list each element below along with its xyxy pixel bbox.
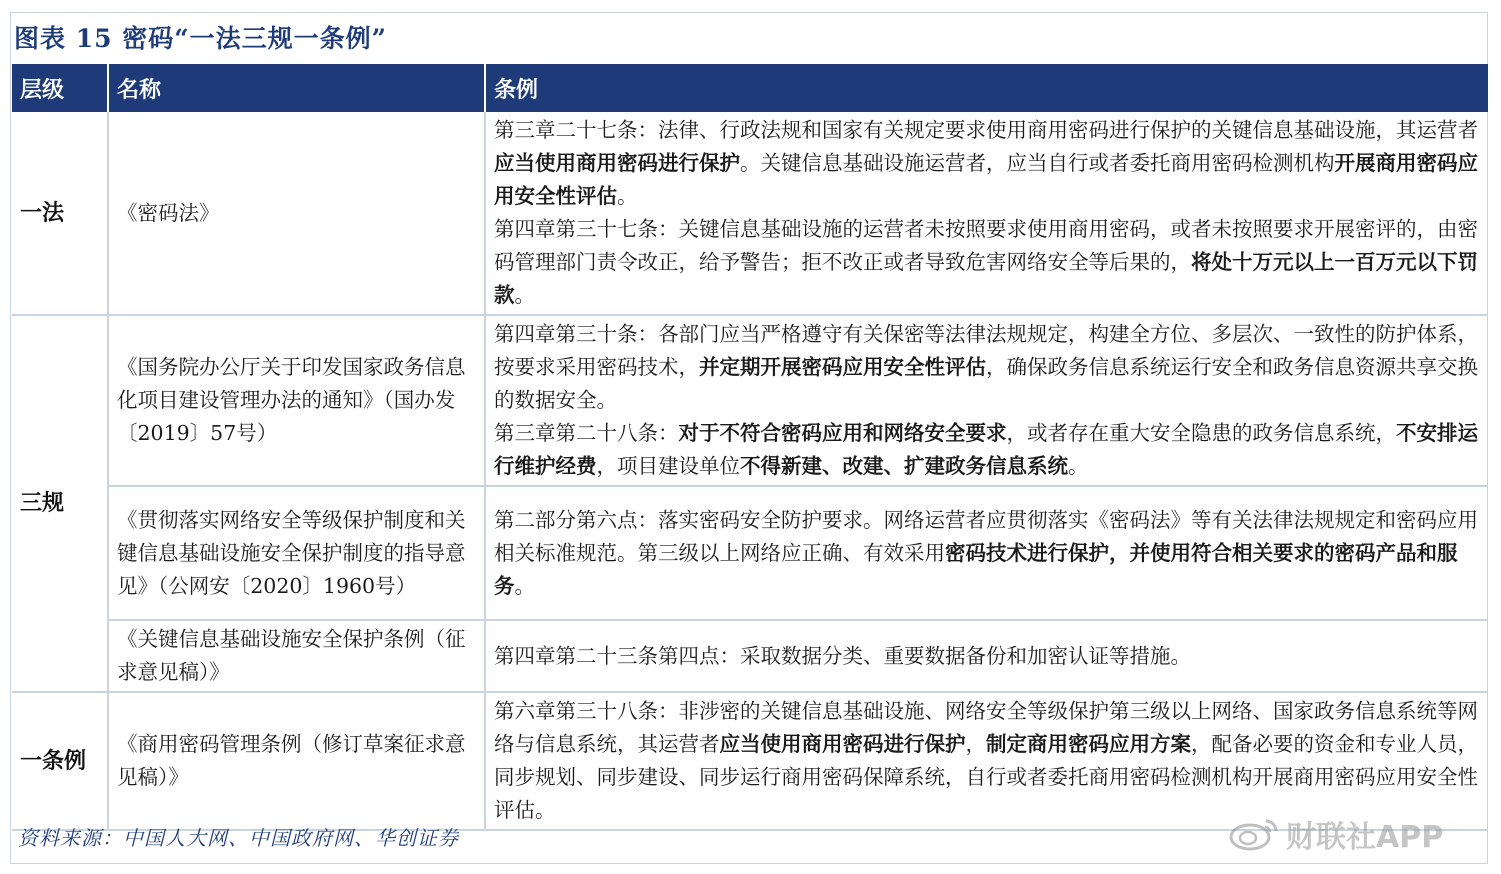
regulation-table <box>12 64 1488 831</box>
article-text: 第四章第二十三条第四点：采取数据分类、重要数据备份和加密认证等措施。 <box>494 643 1191 668</box>
articles-cell-law <box>485 112 1488 315</box>
level-cell-rules: 三规 <box>12 315 108 692</box>
watermark-text: 财联社APP <box>1286 820 1444 855</box>
article-paragraph <box>494 318 1480 417</box>
source-note: 资料来源：中国人大网、中国政府网、华创证券 <box>18 826 459 850</box>
article-emphasis: 将处十万元以上一百万元以下罚款 <box>494 250 1478 307</box>
name-cell-regulation: 《商用密码管理条例（修订草案征求意见稿）》 <box>108 692 485 830</box>
header-name: 名称 <box>108 64 485 112</box>
article-text: ，配备必要的资金和专业人员，同步规划、同步建设、同步运行商用密码保障系统，自行或者委托商用密码检测机构开展商用密码应用安全性评估。 <box>494 732 1478 822</box>
table-row-law <box>12 112 1488 315</box>
article-emphasis: 并定期开展密码应用安全性评估 <box>699 355 986 379</box>
article-text: 第三章二十七条：法律、行政法规和国家有关规定要求使用商用密码进行保护的关键信息基础设施，其运营者 <box>494 118 1478 142</box>
article-text: 第四章第三十七条：关键信息基础设施的运营者未按照要求使用商用密码，或者未按照要求开展密评的，由密码管理部门责令改正，给予警告；拒不改正或者导致危害网络安全等后果的， <box>494 217 1478 274</box>
articles-cell-rule3 <box>485 620 1488 692</box>
article-text: 第四章第三十条：各部门应当严格遵守有关保密等法律法规规定，构建全方位、多层次、一致性的防护体系，按要求采用密码技术， <box>494 322 1478 379</box>
article-text: 。关键信息基础设施运营者，应当自行或者委托商用密码检测机构 <box>740 151 1335 175</box>
name-cell-rule3: 《关键信息基础设施安全保护条例（征求意见稿）》 <box>108 620 485 692</box>
table-row-rule1 <box>12 315 1488 486</box>
header-level: 层级 <box>12 64 108 112</box>
article-emphasis: 应当使用商用密码进行保护 <box>719 732 966 756</box>
article-text: ，项目建设单位 <box>596 454 740 478</box>
level-cell-regulation: 一条例 <box>12 692 108 830</box>
article-paragraph <box>494 504 1480 603</box>
articles-cell-regulation <box>485 692 1488 830</box>
article-emphasis: 密码技术进行保护，并使用符合相关要求的密码产品和服务 <box>494 540 1458 598</box>
articles-cell-rule2 <box>485 486 1488 620</box>
figure-title: 图表 15 密码“一法三规一条例” <box>14 24 387 53</box>
table-row-rule2 <box>12 486 1488 620</box>
article-paragraph <box>494 213 1480 312</box>
name-cell-law: 《密码法》 <box>108 112 485 315</box>
article-emphasis: 应当使用商用密码进行保护 <box>494 151 740 175</box>
level-cell-law: 一法 <box>12 112 108 315</box>
table-header-row <box>12 64 1488 112</box>
article-text: 。 <box>514 283 535 307</box>
article-text: 第六章第三十八条：非涉密的关键信息基础设施、网络安全等级保护第三级以上网络、国家政务信息系统等网络与信息系统，其运营者 <box>494 699 1478 756</box>
article-emphasis: 不得新建、改建、扩建政务信息系统 <box>740 454 1068 478</box>
article-paragraph <box>494 640 1480 673</box>
article-text: 第三章第二十八条： <box>494 421 679 445</box>
article-emphasis: 开展商用密码应用安全性评估 <box>494 151 1478 208</box>
header-articles: 条例 <box>485 64 1488 112</box>
article-emphasis: 对于不符合密码应用和网络安全要求 <box>678 421 1007 445</box>
articles-cell-rule1 <box>485 315 1488 486</box>
article-text: 。 <box>514 573 535 598</box>
weibo-logo-icon <box>1228 817 1280 851</box>
watermark <box>1228 812 1443 856</box>
article-emphasis: 制定商用密码应用方案 <box>986 732 1191 756</box>
name-cell-rule2: 《贯彻落实网络安全等级保护制度和关键信息基础设施安全保护制度的指导意见》（公网安〔2020〕1960号） <box>108 486 485 620</box>
article-emphasis: 不安排运行维护经费 <box>494 421 1478 478</box>
name-cell-rule1: 《国务院办公厅关于印发国家政务信息化项目建设管理办法的通知》（国办发〔2019〕57号） <box>108 315 485 486</box>
table-row-regulation <box>12 692 1488 830</box>
article-paragraph <box>494 114 1480 213</box>
article-paragraph <box>494 695 1480 827</box>
article-text: ，确保政务信息系统运行安全和政务信息资源共享交换的数据安全。 <box>494 355 1478 412</box>
article-text: ， <box>965 732 986 756</box>
article-text: 。 <box>1068 454 1089 478</box>
table-row-rule3 <box>12 620 1488 692</box>
article-text: 第二部分第六点：落实密码安全防护要求。网络运营者应贯彻落实《密码法》等有关法律法规规定和密码应用相关标准规范。第三级以上网络应正确、有效采用 <box>494 507 1478 565</box>
article-text: ，或者存在重大安全隐患的政务信息系统， <box>1006 421 1396 445</box>
article-text: 。 <box>617 184 638 208</box>
article-paragraph <box>494 417 1480 483</box>
